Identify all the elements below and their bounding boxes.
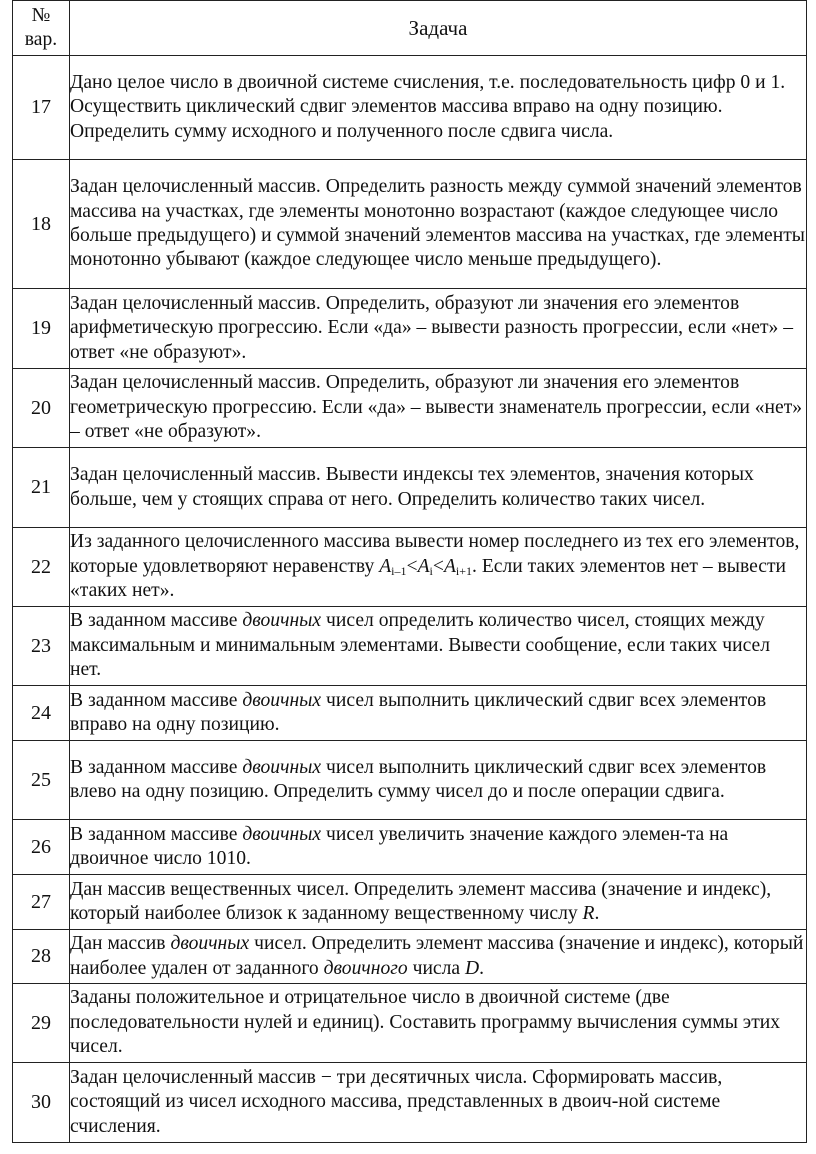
formula-var: A	[379, 555, 392, 577]
variant-number-header	[13, 1, 70, 56]
emphasis-text: двоичных	[242, 610, 322, 632]
formula-index: i+1	[455, 563, 473, 578]
task-text: Задан целочисленный массив. Вывести индексы тех элементов, значения которых больше, чем у стоящих справа от него. Определить количество таких чисел.	[70, 448, 807, 528]
header-var-label: вар.	[24, 29, 58, 50]
variant-number: 30	[13, 1063, 70, 1143]
task-text-part: .	[594, 903, 600, 924]
variant-number: 20	[13, 369, 70, 448]
emphasis-text: двоичных	[242, 689, 322, 711]
task-text-part: В заданном массиве	[70, 689, 243, 711]
task-text	[70, 930, 807, 984]
task-text-part: чисел выполнить циклический сдвиг всех элементов влево на одну позицию. Определить сумму чисел до и после операции сдвига.	[70, 756, 767, 802]
emphasis-text: двоичного	[323, 957, 408, 979]
formula-index: i–1	[391, 563, 407, 578]
table-row	[13, 448, 807, 528]
variant-number: 28	[13, 930, 70, 984]
formula-var: A	[443, 555, 456, 577]
task-text-part: Из заданного целочисленного массива вывести номер последнего из тех его элементов, которые удовлетворяют неравенству	[70, 531, 800, 577]
emphasis-text: двоичных	[242, 823, 322, 845]
table-row	[13, 607, 807, 686]
variant-number: 21	[13, 448, 70, 528]
task-header: Задача	[70, 1, 807, 56]
tasks-table	[12, 0, 807, 1143]
emphasis-text: двоичных	[242, 756, 322, 778]
task-text-part: В заданном массиве	[70, 823, 243, 845]
emphasis-text: R	[582, 903, 595, 924]
task-text-part: Дан массив вещественных чисел. Определить элемент массива (значение и индекс), который наиболее близок к заданному вещественному числу	[70, 878, 772, 924]
task-text-part: .	[479, 957, 485, 979]
table-row	[13, 930, 807, 984]
variant-number: 24	[13, 686, 70, 741]
variant-number: 22	[13, 528, 70, 607]
task-text	[70, 686, 807, 741]
task-text-part: . Если таких элементов нет – вывести «таких нет».	[70, 555, 787, 602]
task-text-part: В заданном массиве	[70, 610, 243, 632]
table-row	[13, 741, 807, 820]
formula-index: i	[429, 563, 433, 578]
table-row	[13, 289, 807, 369]
table-row	[13, 820, 807, 875]
task-text	[70, 875, 807, 930]
task-text	[70, 820, 807, 875]
emphasis-text: D	[465, 957, 480, 979]
task-text	[70, 607, 807, 686]
table-row	[13, 160, 807, 289]
task-text: Заданы положительное и отрицательное число в двоичной системе (две последовательности нулей и единиц). Составить программу вычисления суммы этих чисел.	[70, 984, 807, 1063]
inequality-formula	[379, 556, 472, 577]
task-text-part: числа	[407, 957, 465, 979]
table-row	[13, 1063, 807, 1143]
table-row	[13, 369, 807, 448]
formula-less-than: <	[432, 555, 444, 577]
header-num-sign: №	[31, 5, 51, 26]
task-text	[70, 528, 807, 607]
task-text-part: В заданном массиве	[70, 756, 243, 778]
variant-number: 19	[13, 289, 70, 369]
task-text-part: чисел увеличить значение каждого элемен-та на двоичное число 1010.	[70, 823, 729, 869]
variant-number: 25	[13, 741, 70, 820]
task-text-part: чисел. Определить элемент массива (значение и индекс), который наиболее удален от заданного	[70, 933, 804, 979]
variant-number: 27	[13, 875, 70, 930]
table-row	[13, 984, 807, 1063]
task-text	[70, 741, 807, 820]
formula-var: A	[417, 555, 430, 577]
formula-less-than: <	[406, 555, 418, 577]
variant-number: 26	[13, 820, 70, 875]
table-row	[13, 875, 807, 930]
table-row	[13, 686, 807, 741]
task-text-part: Дан массив	[70, 933, 171, 955]
task-text-part: чисел выполнить циклический сдвиг всех элементов вправо на одну позицию.	[70, 689, 767, 735]
task-text: Дано целое число в двоичной системе счисления, т.е. последовательность цифр 0 и 1. Осуществить циклический сдвиг элементов массива вправо на одну позицию. Определить сумму исходного и полученного после сдвига числа.	[70, 56, 807, 160]
variant-number: 17	[13, 56, 70, 160]
variant-number: 29	[13, 984, 70, 1063]
variant-number: 18	[13, 160, 70, 289]
task-text: Задан целочисленный массив. Определить разность между суммой значений элементов массива на участках, где элементы монотонно возрастают (каждое следующее число больше предыдущего) и суммой значений элементов массива на участках, где элементы монотонно убывают (каждое следующее число меньше предыдущего).	[70, 160, 807, 289]
document-page	[12, 0, 806, 1143]
emphasis-text: двоичных	[170, 933, 250, 955]
task-text: Задан целочисленный массив. Определить, образуют ли значения его элементов арифметическую прогрессию. Если «да» – вывести разность прогрессии, если «нет» – ответ «не образуют».	[70, 289, 807, 369]
variant-number: 23	[13, 607, 70, 686]
task-text: Задан целочисленный массив. Определить, образуют ли значения его элементов геометрическую прогрессию. Если «да» – вывести знаменатель прогрессии, если «нет» – ответ «не образуют».	[70, 369, 807, 448]
table-header-row	[13, 1, 807, 56]
task-text: Задан целочисленный массив − три десятичных числа. Сформировать массив, состоящий из чисел исходного массива, представленных в двоич-ной системе счисления.	[70, 1063, 807, 1143]
task-text-part: чисел определить количество чисел, стоящих между максимальным и минимальным элементами. Вывести сообщение, если таких чисел нет.	[70, 610, 770, 681]
table-row	[13, 528, 807, 607]
table-row	[13, 56, 807, 160]
